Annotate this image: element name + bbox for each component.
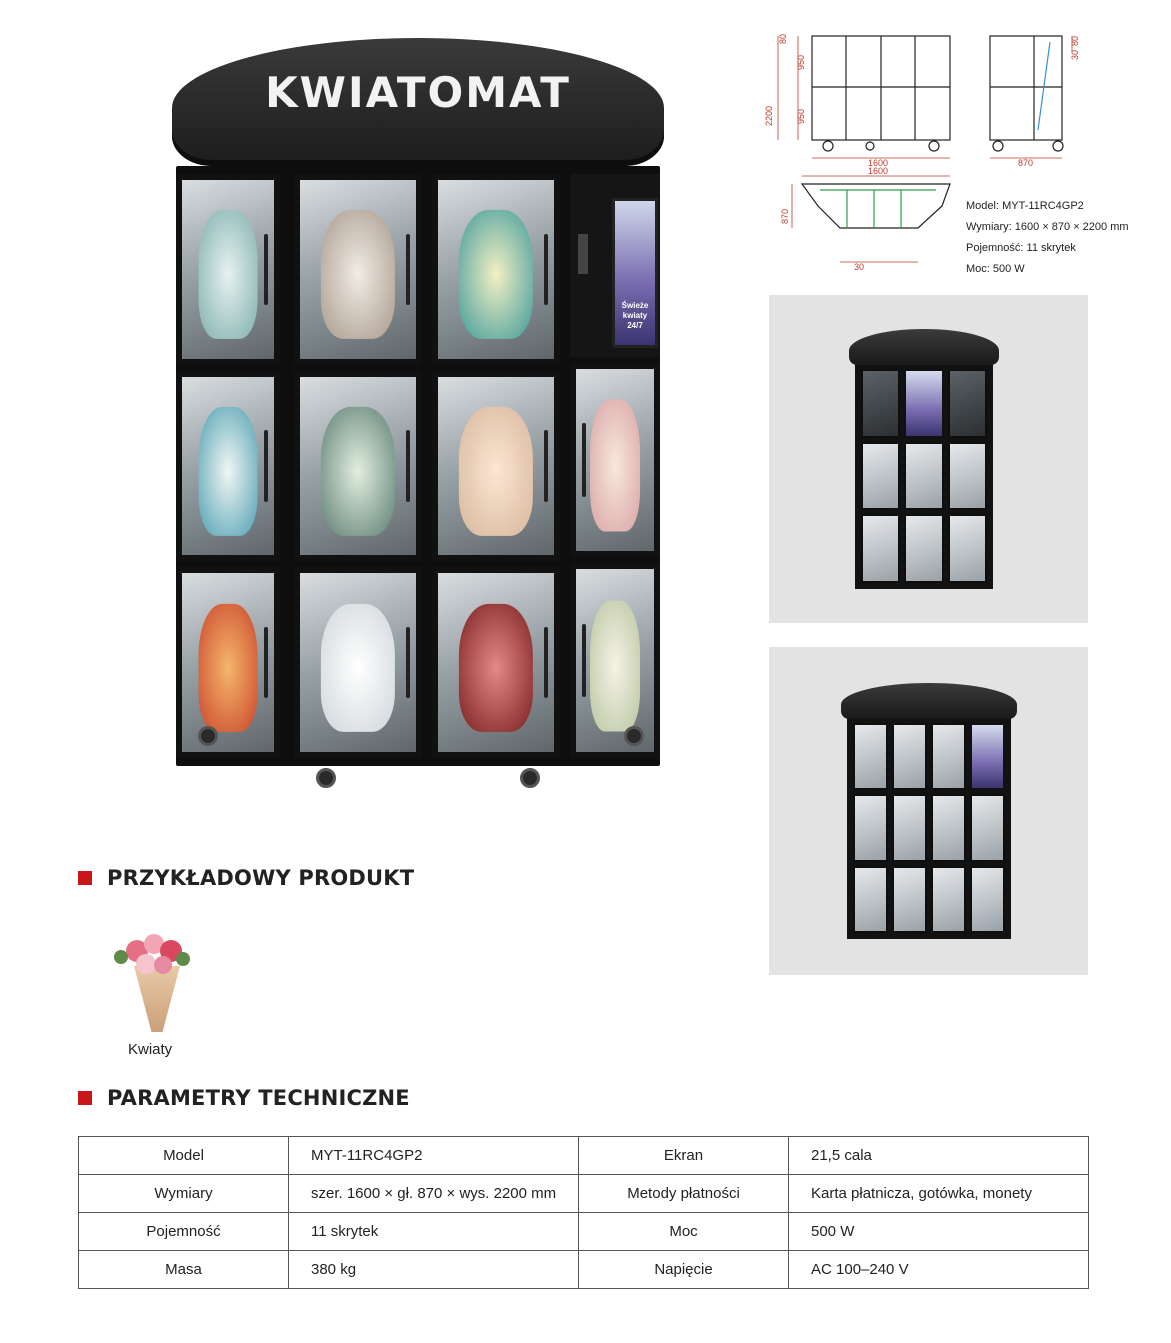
table-row (79, 1137, 1089, 1175)
touch-screen (904, 369, 943, 438)
dim-side-right: 30 (1070, 49, 1080, 60)
spec-model: Model: MYT-11RC4GP2 (966, 200, 1084, 212)
section-title: PARAMETRY TECHNICZNE (107, 1086, 410, 1110)
locker-cell (570, 363, 660, 558)
section-marker-icon (78, 871, 92, 885)
param-value: MYT-11RC4GP2 (289, 1137, 579, 1175)
dim-plan-depth: 870 (780, 208, 790, 224)
wheel-icon (316, 768, 336, 788)
touch-screen (612, 198, 658, 348)
spec-dimensions: Wymiary: 1600 × 870 × 2200 mm (966, 221, 1129, 233)
locker-column-left (176, 166, 280, 766)
param-key: Masa (79, 1251, 289, 1289)
locker-cell (294, 567, 422, 758)
vending-machine-photo (168, 38, 668, 798)
locker-cell (294, 174, 422, 365)
locker-cell (176, 371, 280, 562)
table-row (79, 1175, 1089, 1213)
machine-photo-front-view (769, 647, 1088, 975)
param-key: Wymiary (79, 1175, 289, 1213)
touch-screen (970, 723, 1005, 790)
param-key: Ekran (579, 1137, 789, 1175)
screen-text: Świeże kwiaty 24/7 (621, 301, 649, 330)
machine-photo-rear-view (769, 295, 1088, 623)
dim-plan-width: 1600 (868, 166, 889, 176)
product-label: Kwiaty (128, 1041, 173, 1058)
param-value: 380 kg (289, 1251, 579, 1289)
param-key: Napięcie (579, 1251, 789, 1289)
param-value: Karta płatnicza, gotówka, monety (789, 1175, 1089, 1213)
section-title: PRZYKŁADOWY PRODUKT (107, 866, 415, 890)
dim-front-width: 1600 (868, 158, 889, 168)
dim-side-top: 80 (1070, 35, 1080, 46)
param-key: Moc (579, 1213, 789, 1251)
param-value: 500 W (789, 1213, 1089, 1251)
card-reader-icon (578, 234, 588, 274)
table-row (79, 1213, 1089, 1251)
locker-cell (294, 371, 422, 562)
params-table (78, 1136, 1089, 1289)
dim-front-top: 80 (778, 33, 788, 44)
dim-front-lower: 950 (796, 108, 806, 124)
param-key: Model (79, 1137, 289, 1175)
param-value: szer. 1600 × gł. 870 × wys. 2200 mm (289, 1175, 579, 1213)
wheel-icon (520, 768, 540, 788)
locker-cell (432, 174, 560, 365)
machine-body (176, 166, 660, 766)
wheel-icon (624, 726, 644, 746)
dim-side-depth: 870 (1018, 158, 1034, 168)
spec-capacity: Pojemność: 11 skrytek (966, 242, 1076, 254)
param-value: 11 skrytek (289, 1213, 579, 1251)
locker-cell (432, 567, 560, 758)
screen-panel (570, 174, 660, 357)
locker-column-right (570, 166, 660, 766)
dim-front-upper: 950 (796, 54, 806, 70)
locker-cell (570, 563, 660, 758)
param-value: AC 100–240 V (789, 1251, 1089, 1289)
machine-mini (855, 363, 993, 589)
section-tech-params (78, 1086, 410, 1110)
wheel-icon (198, 726, 218, 746)
locker-column-center-left (294, 166, 422, 766)
param-value: 21,5 cala (789, 1137, 1089, 1175)
machine-canopy (172, 38, 664, 166)
param-key: Pojemność (79, 1213, 289, 1251)
table-row (79, 1251, 1089, 1289)
section-sample-product (78, 866, 414, 890)
locker-column-center-right (432, 166, 560, 766)
spec-summary (966, 196, 1166, 280)
dim-front-total-height: 2200 (764, 105, 774, 126)
spec-power: Moc: 500 W (966, 263, 1025, 275)
machine-mini (847, 717, 1011, 939)
dim-plan-offset: 30 (854, 262, 865, 272)
machine-brand-text: KWIATOMAT (265, 68, 571, 117)
locker-cell (176, 567, 280, 758)
param-key: Metody płatności (579, 1175, 789, 1213)
locker-cell (432, 371, 560, 562)
locker-cell (176, 174, 280, 365)
section-marker-icon (78, 1091, 92, 1105)
bouquet-image (104, 928, 200, 1036)
